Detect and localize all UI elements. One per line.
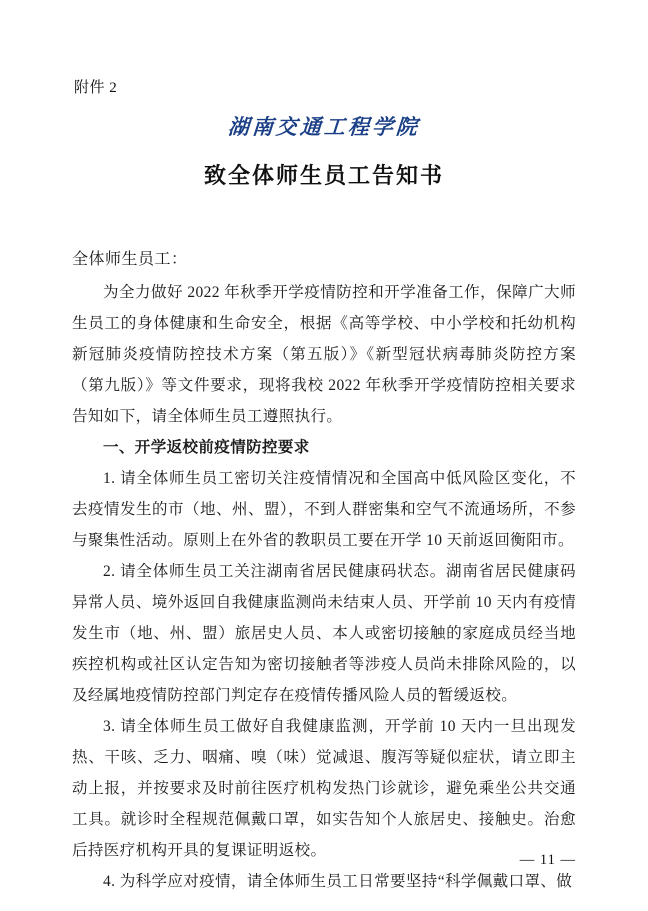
paragraph: 4. 为科学应对疫情，请全体师生员工日常要坚持“科学佩戴口罩、做 [103,873,573,890]
organization-title: 湖南交通工程学院 [227,115,421,139]
body-copy [72,277,576,897]
paragraph: 2. 请全体师生员工关注湖南省居民健康码状态。湖南省居民健康码异常人员、境外返回自我健康监测尚未结束人员、开学前 10 天内有疫情发生市（地、州、盟）旅居史人员、本人或密切接触的家庭成员经当地疾控机构或社区认定告知为密切接触者等涉疫人员尚未排除风险的，以及经属地疫情防控部门判定存在疫情传播风险人员的暂缓返校。 [72,563,576,704]
attachment-label: 附件 2 [74,80,118,96]
paragraph: 3. 请全体师生员工做好自我健康监测，开学前 10 天内一旦出现发热、干咳、乏力、咽痛、嗅（味）觉减退、腹泻等疑似症状，请立即主动上报，并按要求及时前往医疗机构发热门诊就诊，避免乘坐公共交通工具。就诊时全程规范佩戴口罩，如实告知个人旅居史、接触史。治愈后持医疗机构开具的复课证明返校。 [72,718,576,859]
section-heading: 一、开学返校前疫情防控要求 [103,439,310,456]
salutation: 全体师生员工： [72,251,188,268]
paragraph: 为全力做好 2022 年秋季开学疫情防控和开学准备工作，保障广大师生员工的身体健康和生命安全，根据《高等学校、中小学校和托幼机构新冠肺炎疫情防控技术方案（第五版）》《新型冠状病毒肺炎防控方案（第九版）》等文件要求，现将我校 2022 年秋季开学疫情防控相关要求告知如下，请全体师生员工遵照执行。 [72,284,576,425]
paragraph: 1. 请全体师生员工密切关注疫情情况和全国高中低风险区变化，不去疫情发生的市（地、州、盟），不到人群密集和空气不流通场所，不参与聚集性活动。原则上在外省的教职员工要在开学 10 天前返回衡阳市。 [72,470,576,549]
page-number: — 11 — [519,852,576,868]
page-title: 致全体师生员工告知书 [203,163,444,188]
